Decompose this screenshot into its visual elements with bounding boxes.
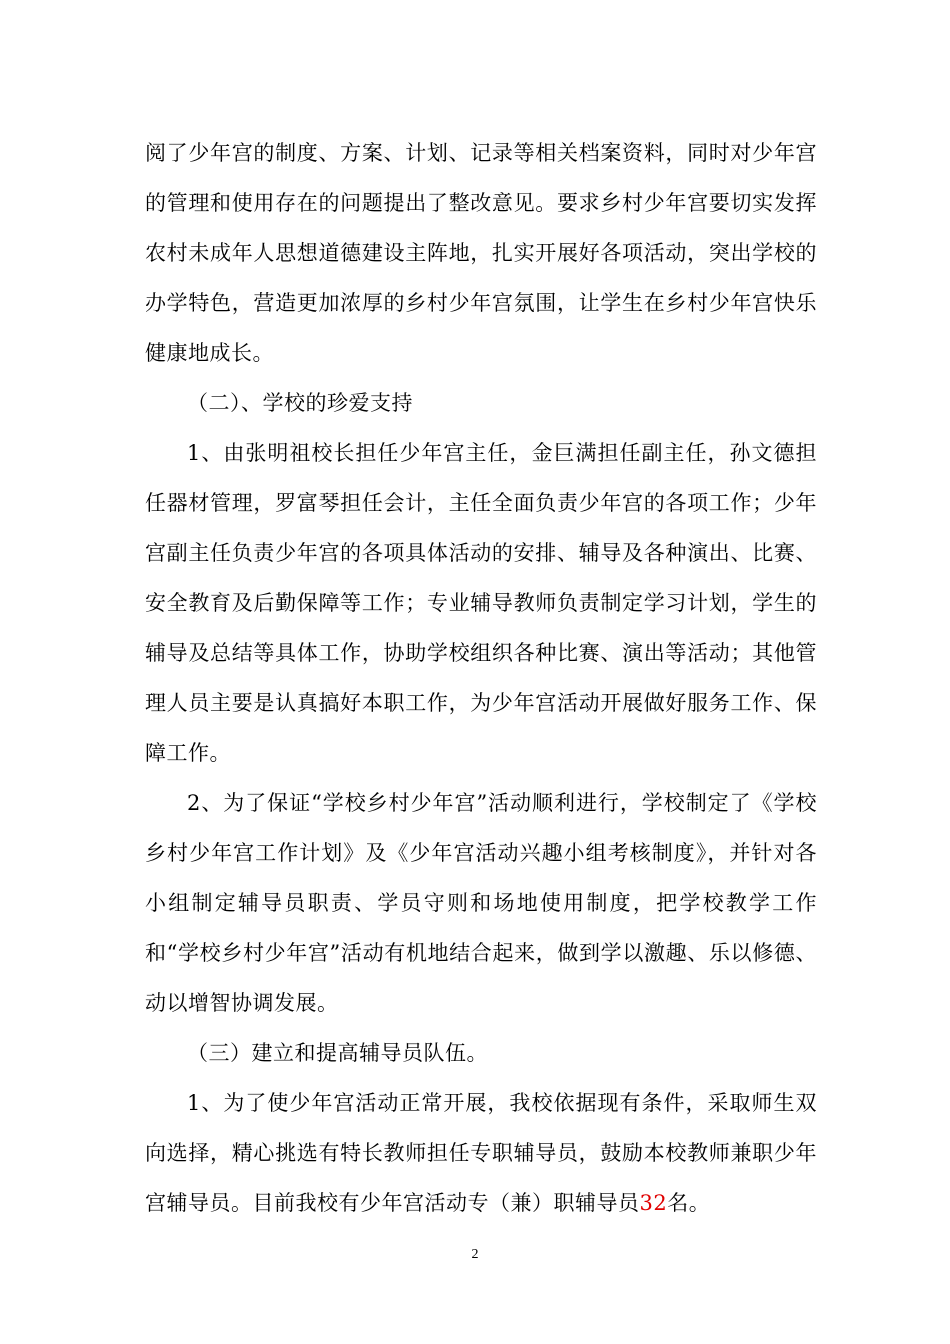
section-heading-2: （二）、学校的珍爱支持: [187, 391, 413, 415]
document-body: [145, 128, 817, 1228]
instructor-count: 32: [639, 1191, 668, 1215]
paragraph-continuation: 阅了少年宫的制度、方案、计划、记录等相关档案资料，同时对少年宫的管理和使用存在的问题提出了整改意见。要求乡村少年宫要切实发挥农村未成年人思想道德建设主阵地，扎实开展好各项活动，突出学校的办学特色，营造更加浓厚的乡村少年宫氛围，让学生在乡村少年宫快乐健康地成长。: [145, 141, 817, 365]
page-number: 2: [471, 1247, 479, 1262]
paragraph-instructors-tail: 名。: [667, 1191, 711, 1215]
paragraph-instructors-text: 1、为了使少年宫活动正常开展，我校依据现有条件，采取师生双向选择，精心挑选有特长教师担任专职辅导员，鼓励本校教师兼职少年宫辅导员。目前我校有少年宫活动专（兼）职辅导员: [145, 1091, 817, 1215]
paragraph-regulations: 2、为了保证“学校乡村少年宫”活动顺利进行，学校制定了《学校乡村少年宫工作计划》及《少年宫活动兴趣小组考核制度》，并针对各小组制定辅导员职责、学员守则和场地使用制度，把学校教学工作和“学校乡村少年宫”活动有机地结合起来，做到学以激趣、乐以修德、动以增智协调发展。: [145, 791, 817, 1015]
section-heading-3: （三）建立和提高辅导员队伍。: [187, 1041, 488, 1065]
paragraph-staffing: 1、由张明祖校长担任少年宫主任，金巨满担任副主任，孙文德担任器材管理，罗富琴担任会计，主任全面负责少年宫的各项工作；少年宫副主任负责少年宫的各项具体活动的安排、辅导及各种演出、比赛、安全教育及后勤保障等工作；专业辅导教师负责制定学习计划，学生的辅导及总结等具体工作，协助学校组织各种比赛、演出等活动；其他管理人员主要是认真搞好本职工作，为少年宫活动开展做好服务工作、保障工作。: [145, 441, 817, 765]
paragraph-instructors: [145, 1078, 817, 1228]
